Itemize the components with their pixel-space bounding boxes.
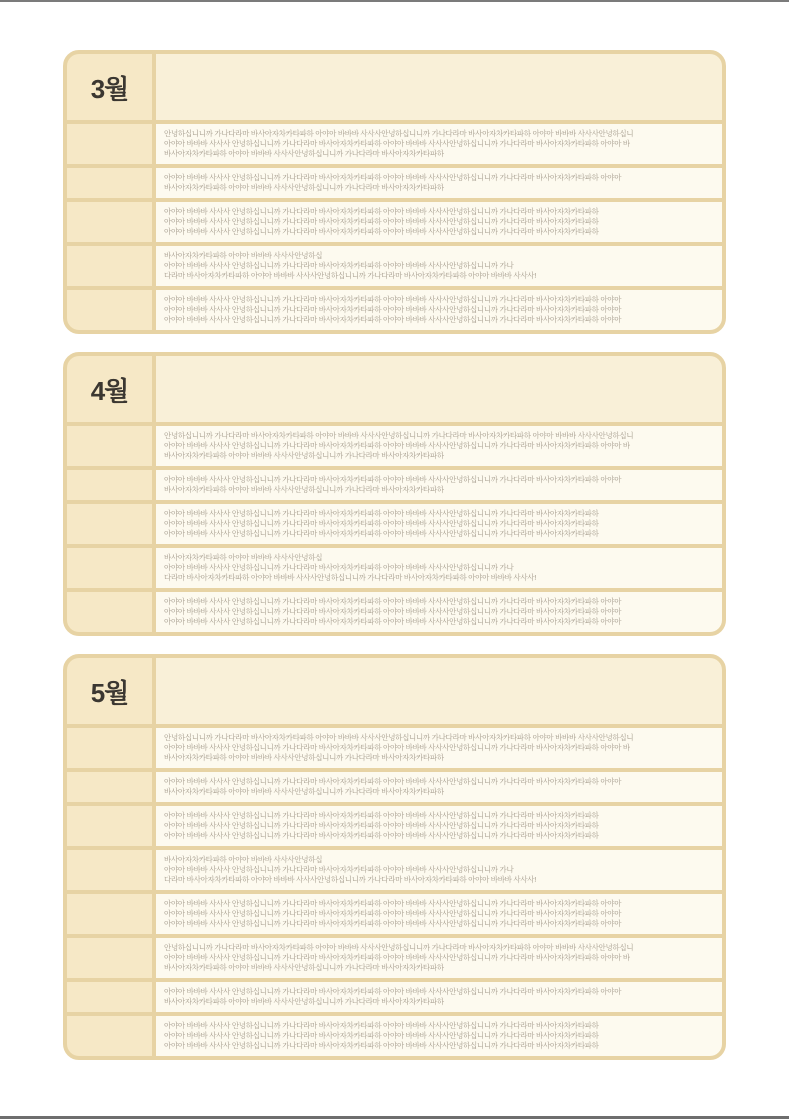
row-label-cell bbox=[67, 426, 152, 466]
text-line: 아야아 바바바 사사사 안녕하십니니까 가나다라마 바사아자차카타파하 아야아 바바바 사사사안녕하십니니까 가나다라마 바사아자차카타파하 bbox=[164, 1021, 599, 1030]
text-line: 아야아 바바바 사사사 안녕하십니니까 가나다라마 바사아자차카타파하 아야아 바바바 사사사안녕하십니니까 가나다라마 바사아자차카타파하 bbox=[164, 1041, 599, 1050]
row-label-cell bbox=[67, 1016, 152, 1056]
row-content-cell bbox=[156, 894, 722, 934]
text-line: 아야아 바바바 사사사 안녕하십니니까 가나다라마 바사아자차카타파하 아야아 바바바 사사사안녕하십니니까 가나다라마 바사아자차카타파하 아야아 bbox=[164, 305, 622, 314]
row-content-cell bbox=[156, 728, 722, 768]
text-line: 아야아 바바바 사사사 안녕하십니니까 가나다라마 바사아자차카타파하 아야아 바바바 사사사안녕하십니니까 가나다라마 바사아자차카타파하 아야아 바 bbox=[164, 743, 630, 752]
month-title: 5월 bbox=[90, 677, 129, 708]
row-label-cell bbox=[67, 938, 152, 978]
row-content-cell bbox=[156, 504, 722, 544]
text-line: 아야아 바바바 사사사 안녕하십니니까 가나다라마 바사아자차카타파하 아야아 바바바 사사사안녕하십니니까 가나다라마 바사아자차카타파하 bbox=[164, 217, 599, 226]
text-line: 바사아자차카타파하 아야아 바바바 사사사안녕하십니니까 가나다라마 바사아자차카타파하 bbox=[164, 183, 444, 192]
text-line: 아야아 바바바 사사사 안녕하십니니까 가나다라마 바사아자차카타파하 아야아 바바바 사사사안녕하십니니까 가나다라마 바사아자차카타파하 아야아 바 bbox=[164, 139, 630, 148]
row-label-cell bbox=[67, 592, 152, 632]
text-line: 바사아자차카타파하 아야아 바바바 사사사안녕하십니니까 가나다라마 바사아자차카타파하 bbox=[164, 149, 444, 158]
text-line: 바사아자차카타파하 아야아 바바바 사사사안녕하십니니까 가나다라마 바사아자차카타파하 bbox=[164, 787, 444, 796]
text-line: 바사아자차카타파하 아야아 바바바 사사사안녕하십니니까 가나다라마 바사아자차카타파하 bbox=[164, 753, 444, 762]
row-content-cell bbox=[156, 290, 722, 330]
row-content-cell bbox=[156, 426, 722, 466]
month-header-label-cell bbox=[67, 54, 152, 120]
text-line: 아야아 바바바 사사사 안녕하십니니까 가나다라마 바사아자차카타파하 아야아 바바바 사사사안녕하십니니까 가나다라마 바사아자차카타파하 아야아 bbox=[164, 597, 622, 606]
text-line: 안녕하십니니까 가나다라마 바사아자차카타파하 아야아 바바바 사사사안녕하십니니까 가나다라마 바사아자차카타파하 아야아 바바바 사사사안녕하십니 bbox=[164, 129, 634, 138]
row-content-cell bbox=[156, 592, 722, 632]
month-table-march bbox=[63, 50, 726, 334]
text-line: 다라마 바사아자차카타파하 아야아 바바바 사사사안녕하십니니까 가나다라마 바사아자차카타파하 아야아 바바바 사사사! bbox=[164, 875, 537, 884]
month-header-label-cell bbox=[67, 356, 152, 422]
text-line: 안녕하십니니까 가나다라마 바사아자차카타파하 아야아 바바바 사사사안녕하십니니까 가나다라마 바사아자차카타파하 아야아 바바바 사사사안녕하십니 bbox=[164, 943, 634, 952]
text-line: 안녕하십니니까 가나다라마 바사아자차카타파하 아야아 바바바 사사사안녕하십니니까 가나다라마 바사아자차카타파하 아야아 바바바 사사사안녕하십니 bbox=[164, 431, 634, 440]
text-line: 아야아 바바바 사사사 안녕하십니니까 가나다라마 바사아자차카타파하 아야아 바바바 사사사안녕하십니니까 가나다라마 바사아자차카타파하 bbox=[164, 227, 599, 236]
text-line: 아야아 바바바 사사사 안녕하십니니까 가나다라마 바사아자차카타파하 아야아 바바바 사사사안녕하십니니까 가나다라마 바사아자차카타파하 아야아 bbox=[164, 475, 622, 484]
text-line: 아야아 바바바 사사사 안녕하십니니까 가나다라마 바사아자차카타파하 아야아 바바바 사사사안녕하십니니까 가나다라마 바사아자차카타파하 bbox=[164, 811, 599, 820]
text-line: 아야아 바바바 사사사 안녕하십니니까 가나다라마 바사아자차카타파하 아야아 바바바 사사사안녕하십니니까 가나다라마 바사아자차카타파하 아야아 bbox=[164, 919, 622, 928]
text-line: 아야아 바바바 사사사 안녕하십니니까 가나다라마 바사아자차카타파하 아야아 바바바 사사사안녕하십니니까 가나 bbox=[164, 261, 514, 270]
text-line: 아야아 바바바 사사사 안녕하십니니까 가나다라마 바사아자차카타파하 아야아 바바바 사사사안녕하십니니까 가나다라마 바사아자차카타파하 bbox=[164, 207, 599, 216]
text-line: 아야아 바바바 사사사 안녕하십니니까 가나다라마 바사아자차카타파하 아야아 바바바 사사사안녕하십니니까 가나다라마 바사아자차카타파하 bbox=[164, 831, 599, 840]
row-label-cell bbox=[67, 806, 152, 846]
row-label-cell bbox=[67, 894, 152, 934]
text-line: 바사아자차카타파하 아야아 바바바 사사사안녕하십니니까 가나다라마 바사아자차카타파하 bbox=[164, 451, 444, 460]
row-label-cell bbox=[67, 850, 152, 890]
text-line: 바사아자차카타파하 아야아 바바바 사사사안녕하십 bbox=[164, 553, 323, 562]
text-line: 아야아 바바바 사사사 안녕하십니니까 가나다라마 바사아자차카타파하 아야아 바바바 사사사안녕하십니니까 가나다라마 바사아자차카타파하 아야아 bbox=[164, 899, 622, 908]
month-title: 3월 bbox=[90, 73, 129, 104]
text-line: 아야아 바바바 사사사 안녕하십니니까 가나다라마 바사아자차카타파하 아야아 바바바 사사사안녕하십니니까 가나다라마 바사아자차카타파하 아야아 바 bbox=[164, 953, 630, 962]
row-label-cell bbox=[67, 290, 152, 330]
row-content-cell bbox=[156, 168, 722, 198]
row-content-cell bbox=[156, 806, 722, 846]
row-label-cell bbox=[67, 504, 152, 544]
text-line: 아야아 바바바 사사사 안녕하십니니까 가나다라마 바사아자차카타파하 아야아 바바바 사사사안녕하십니니까 가나다라마 바사아자차카타파하 아야아 바 bbox=[164, 441, 630, 450]
month-table-april bbox=[63, 352, 726, 636]
text-line: 아야아 바바바 사사사 안녕하십니니까 가나다라마 바사아자차카타파하 아야아 바바바 사사사안녕하십니니까 가나다라마 바사아자차카타파하 아야아 bbox=[164, 909, 622, 918]
row-label-cell bbox=[67, 246, 152, 286]
month-header-content-cell bbox=[156, 54, 722, 120]
text-line: 바사아자차카타파하 아야아 바바바 사사사안녕하십 bbox=[164, 855, 323, 864]
row-content-cell bbox=[156, 470, 722, 500]
text-line: 아야아 바바바 사사사 안녕하십니니까 가나다라마 바사아자차카타파하 아야아 바바바 사사사안녕하십니니까 가나다라마 바사아자차카타파하 bbox=[164, 529, 599, 538]
text-line: 안녕하십니니까 가나다라마 바사아자차카타파하 아야아 바바바 사사사안녕하십니니까 가나다라마 바사아자차카타파하 아야아 바바바 사사사안녕하십니 bbox=[164, 733, 634, 742]
row-content-cell bbox=[156, 548, 722, 588]
text-line: 바사아자차카타파하 아야아 바바바 사사사안녕하십니니까 가나다라마 바사아자차카타파하 bbox=[164, 963, 444, 972]
text-line: 아야아 바바바 사사사 안녕하십니니까 가나다라마 바사아자차카타파하 아야아 바바바 사사사안녕하십니니까 가나다라마 바사아자차카타파하 bbox=[164, 509, 599, 518]
text-line: 다라마 바사아자차카타파하 아야아 바바바 사사사안녕하십니니까 가나다라마 바사아자차카타파하 아야아 바바바 사사사! bbox=[164, 573, 537, 582]
page-top-rule bbox=[0, 0, 789, 2]
month-title: 4월 bbox=[90, 375, 129, 406]
text-line: 바사아자차카타파하 아야아 바바바 사사사안녕하십 bbox=[164, 251, 323, 260]
text-line: 아야아 바바바 사사사 안녕하십니니까 가나다라마 바사아자차카타파하 아야아 바바바 사사사안녕하십니니까 가나 bbox=[164, 865, 514, 874]
row-label-cell bbox=[67, 124, 152, 164]
row-content-cell bbox=[156, 850, 722, 890]
row-label-cell bbox=[67, 202, 152, 242]
month-table-may bbox=[63, 654, 726, 1060]
text-line: 아야아 바바바 사사사 안녕하십니니까 가나다라마 바사아자차카타파하 아야아 바바바 사사사안녕하십니니까 가나다라마 바사아자차카타파하 아야아 bbox=[164, 617, 622, 626]
row-content-cell bbox=[156, 246, 722, 286]
row-label-cell bbox=[67, 168, 152, 198]
text-line: 바사아자차카타파하 아야아 바바바 사사사안녕하십니니까 가나다라마 바사아자차카타파하 bbox=[164, 997, 444, 1006]
month-header-content-cell bbox=[156, 356, 722, 422]
text-line: 바사아자차카타파하 아야아 바바바 사사사안녕하십니니까 가나다라마 바사아자차카타파하 bbox=[164, 485, 444, 494]
row-label-cell bbox=[67, 470, 152, 500]
row-content-cell bbox=[156, 202, 722, 242]
text-line: 아야아 바바바 사사사 안녕하십니니까 가나다라마 바사아자차카타파하 아야아 바바바 사사사안녕하십니니까 가나다라마 바사아자차카타파하 bbox=[164, 519, 599, 528]
text-line: 다라마 바사아자차카타파하 아야아 바바바 사사사안녕하십니니까 가나다라마 바사아자차카타파하 아야아 바바바 사사사! bbox=[164, 271, 537, 280]
row-content-cell bbox=[156, 124, 722, 164]
row-label-cell bbox=[67, 982, 152, 1012]
row-content-cell bbox=[156, 1016, 722, 1056]
text-line: 아야아 바바바 사사사 안녕하십니니까 가나다라마 바사아자차카타파하 아야아 바바바 사사사안녕하십니니까 가나다라마 바사아자차카타파하 아야아 bbox=[164, 295, 622, 304]
text-line: 아야아 바바바 사사사 안녕하십니니까 가나다라마 바사아자차카타파하 아야아 바바바 사사사안녕하십니니까 가나다라마 바사아자차카타파하 bbox=[164, 1031, 599, 1040]
row-content-cell bbox=[156, 772, 722, 802]
row-label-cell bbox=[67, 548, 152, 588]
month-header-label-cell bbox=[67, 658, 152, 724]
document-body bbox=[63, 50, 726, 1060]
row-content-cell bbox=[156, 982, 722, 1012]
row-label-cell bbox=[67, 772, 152, 802]
text-line: 아야아 바바바 사사사 안녕하십니니까 가나다라마 바사아자차카타파하 아야아 바바바 사사사안녕하십니니까 가나다라마 바사아자차카타파하 아야아 bbox=[164, 315, 622, 324]
text-line: 아야아 바바바 사사사 안녕하십니니까 가나다라마 바사아자차카타파하 아야아 바바바 사사사안녕하십니니까 가나다라마 바사아자차카타파하 아야아 bbox=[164, 987, 622, 996]
row-label-cell bbox=[67, 728, 152, 768]
text-line: 아야아 바바바 사사사 안녕하십니니까 가나다라마 바사아자차카타파하 아야아 바바바 사사사안녕하십니니까 가나다라마 바사아자차카타파하 bbox=[164, 821, 599, 830]
row-content-cell bbox=[156, 938, 722, 978]
text-line: 아야아 바바바 사사사 안녕하십니니까 가나다라마 바사아자차카타파하 아야아 바바바 사사사안녕하십니니까 가나 bbox=[164, 563, 514, 572]
text-line: 아야아 바바바 사사사 안녕하십니니까 가나다라마 바사아자차카타파하 아야아 바바바 사사사안녕하십니니까 가나다라마 바사아자차카타파하 아야아 bbox=[164, 173, 622, 182]
text-line: 아야아 바바바 사사사 안녕하십니니까 가나다라마 바사아자차카타파하 아야아 바바바 사사사안녕하십니니까 가나다라마 바사아자차카타파하 아야아 bbox=[164, 777, 622, 786]
text-line: 아야아 바바바 사사사 안녕하십니니까 가나다라마 바사아자차카타파하 아야아 바바바 사사사안녕하십니니까 가나다라마 바사아자차카타파하 아야아 bbox=[164, 607, 622, 616]
month-header-content-cell bbox=[156, 658, 722, 724]
